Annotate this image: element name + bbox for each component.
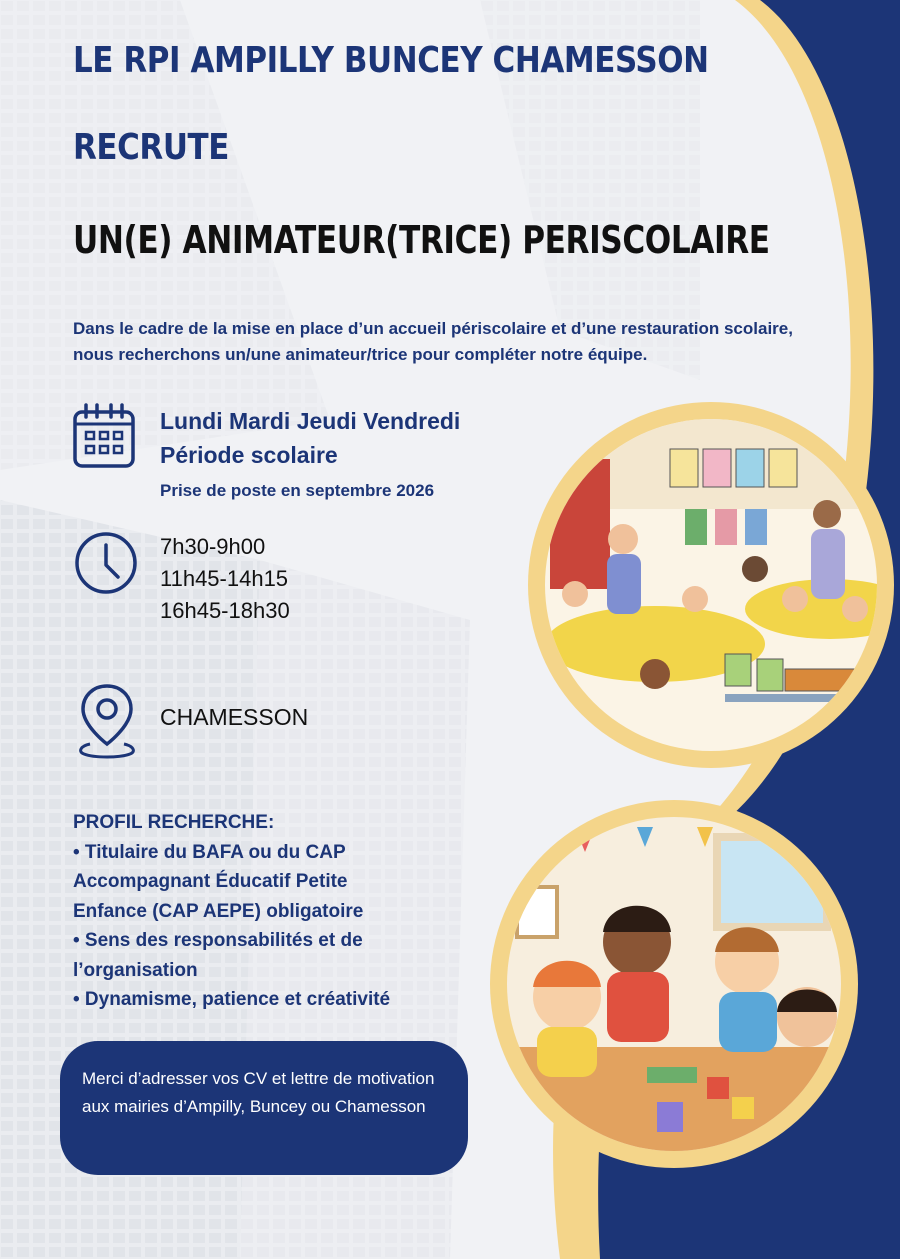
contact-box: [60, 1041, 468, 1175]
calendar-icon: [72, 402, 136, 470]
period-text: Période scolaire: [160, 442, 338, 468]
canteen-illustration: [545, 419, 877, 751]
profile-line: Accompagnant Éducatif Petite: [73, 871, 348, 892]
hours-slot: 7h30-9h00: [160, 534, 266, 559]
clock-icon: [74, 531, 138, 595]
canteen-illustration-frame: [528, 402, 894, 768]
profile-line: Enfance (CAP AEPE) obligatoire: [73, 900, 364, 922]
contact-text: Merci d’adresser vos CV et lettre de motivation aux mairies d’Ampilly, Buncey ou Chamesson: [82, 1069, 435, 1116]
start-date-text: Prise de poste en septembre 2026: [160, 481, 435, 500]
days-text: Lundi Mardi Jeudi Vendredi: [160, 408, 461, 434]
organization-title: LE RPI AMPILLY BUNCEY CHAMESSON: [73, 40, 709, 81]
profile-section: [73, 808, 473, 1015]
profile-line: • Titulaire du BAFA ou du CAP: [73, 841, 346, 863]
crafts-illustration: [507, 817, 841, 1151]
profile-line: • Sens des responsabilités et de: [73, 930, 363, 951]
location-pin-icon: [76, 682, 138, 760]
hours-slot: 11h45-14h15: [160, 566, 289, 591]
job-title: UN(E) ANIMATEUR(TRICE) PERISCOLAIRE: [73, 218, 770, 262]
schedule-days: [160, 404, 460, 472]
crafts-illustration-frame: [490, 800, 858, 1168]
location-text: CHAMESSON: [160, 704, 309, 730]
intro-paragraph: Dans le cadre de la mise en place d’un accueil périscolaire et d’une restauration scolaire, nous recherchons un/une animateur/trice pour compléter notre équipe.: [73, 319, 793, 364]
profile-title: PROFIL RECHERCHE:: [73, 812, 275, 833]
profile-line: • Dynamisme, patience et créativité: [73, 989, 391, 1010]
profile-line: l’organisation: [73, 959, 198, 981]
hours-slot: 16h45-18h30: [160, 598, 290, 623]
hours-list: [160, 531, 290, 627]
recruiting-label: RECRUTE: [73, 127, 229, 168]
